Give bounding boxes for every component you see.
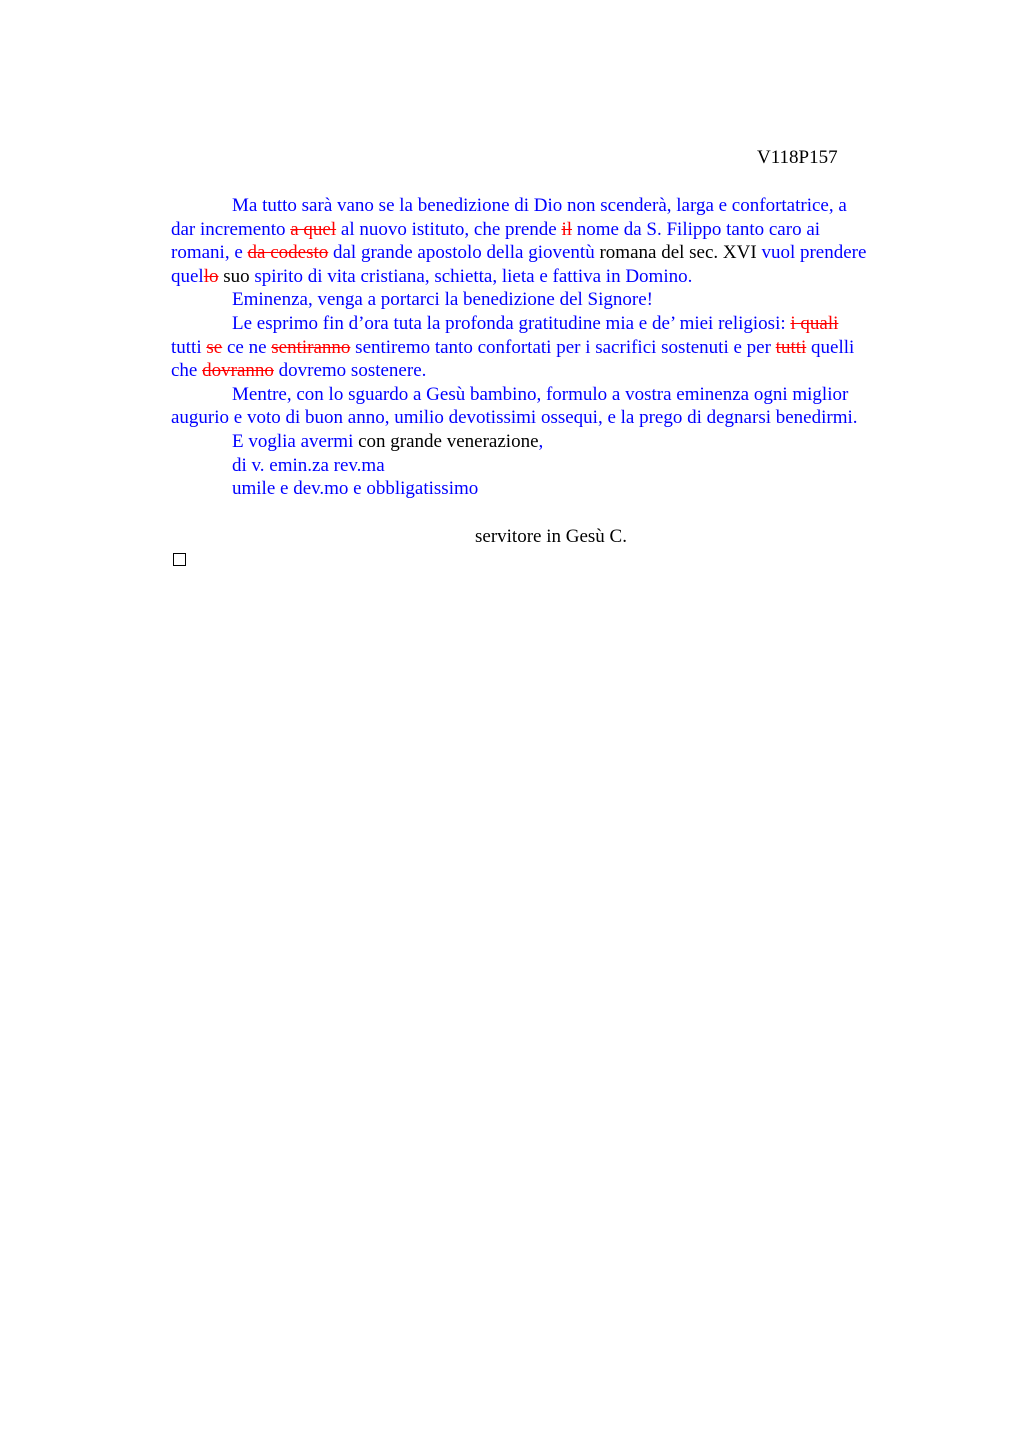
letter-line xyxy=(171,241,931,265)
text-segment: con grande venerazione xyxy=(358,430,539,452)
text-segment: dovremo sostenere. xyxy=(273,360,427,382)
text-segment: dal grande apostolo della gioventù xyxy=(328,242,600,264)
text-segment: umile e dev.mo e obbligatissimo xyxy=(232,478,479,500)
letter-line xyxy=(171,430,931,454)
text-segment: al nuovo istituto, che prende xyxy=(336,218,562,240)
deleted-text: dovranno xyxy=(202,360,274,382)
text-segment: augurio e voto di buon anno, umilio devotissimi ossequi, e la prego di degnarsi benedirmi. xyxy=(171,407,858,429)
text-segment: suo xyxy=(218,265,255,287)
letter-body xyxy=(171,194,931,501)
text-segment: che xyxy=(171,360,203,382)
deleted-text: se xyxy=(206,336,223,358)
page-reference: V118P157 xyxy=(757,147,838,168)
letter-line xyxy=(171,477,931,501)
text-segment: sentiremo tanto confortati per i sacrifici sostenuti e per xyxy=(350,336,776,358)
letter-line xyxy=(171,218,931,242)
text-segment: romani, e xyxy=(171,242,248,264)
letter-line xyxy=(171,383,931,407)
text-segment: E voglia avermi xyxy=(232,430,359,452)
letter-line xyxy=(171,454,931,478)
text-segment: Eminenza, venga a portarci la benedizione del Signore! xyxy=(232,289,653,311)
text-segment: tutti xyxy=(171,336,207,358)
text-segment: di v. emin.za rev.ma xyxy=(232,454,385,476)
letter-line xyxy=(171,336,931,360)
letter-line xyxy=(171,265,931,289)
letter-line xyxy=(171,194,931,218)
letter-line xyxy=(171,312,931,336)
text-segment: , xyxy=(538,430,544,452)
text-segment: quel xyxy=(171,265,204,287)
text-segment: dar incremento xyxy=(171,218,291,240)
text-segment: spirito di vita cristiana, schietta, lieta e fattiva in Domino. xyxy=(254,265,693,287)
deleted-text: i quali xyxy=(790,312,839,334)
text-segment: nome da S. Filippo tanto caro ai xyxy=(572,218,821,240)
text-segment: Ma tutto sarà vano se la benedizione di Dio non scenderà, larga e confortatrice, a xyxy=(232,195,847,216)
text-segment: quelli xyxy=(806,336,855,358)
deleted-text: da codesto xyxy=(247,242,329,264)
empty-square-icon xyxy=(173,553,186,566)
signature-line: servitore in Gesù C. xyxy=(475,526,627,547)
text-segment: ce ne xyxy=(222,336,272,358)
text-segment: vuol prendere xyxy=(761,242,867,264)
letter-line xyxy=(171,406,931,430)
letter-line xyxy=(171,288,931,312)
text-segment: Mentre, con lo sguardo a Gesù bambino, formulo a vostra eminenza ogni miglior xyxy=(232,383,849,405)
deleted-text: lo xyxy=(203,265,219,287)
deleted-text: sentiranno xyxy=(271,336,351,358)
deleted-text: il xyxy=(561,218,573,240)
text-segment: romana del sec. XVI xyxy=(599,242,762,264)
letter-line xyxy=(171,359,931,383)
text-segment: Le esprimo fin d’ora tuta la profonda gratitudine mia e de’ miei religiosi: xyxy=(232,312,791,334)
deleted-text: tutti xyxy=(775,336,807,358)
deleted-text: a quel xyxy=(290,218,337,240)
